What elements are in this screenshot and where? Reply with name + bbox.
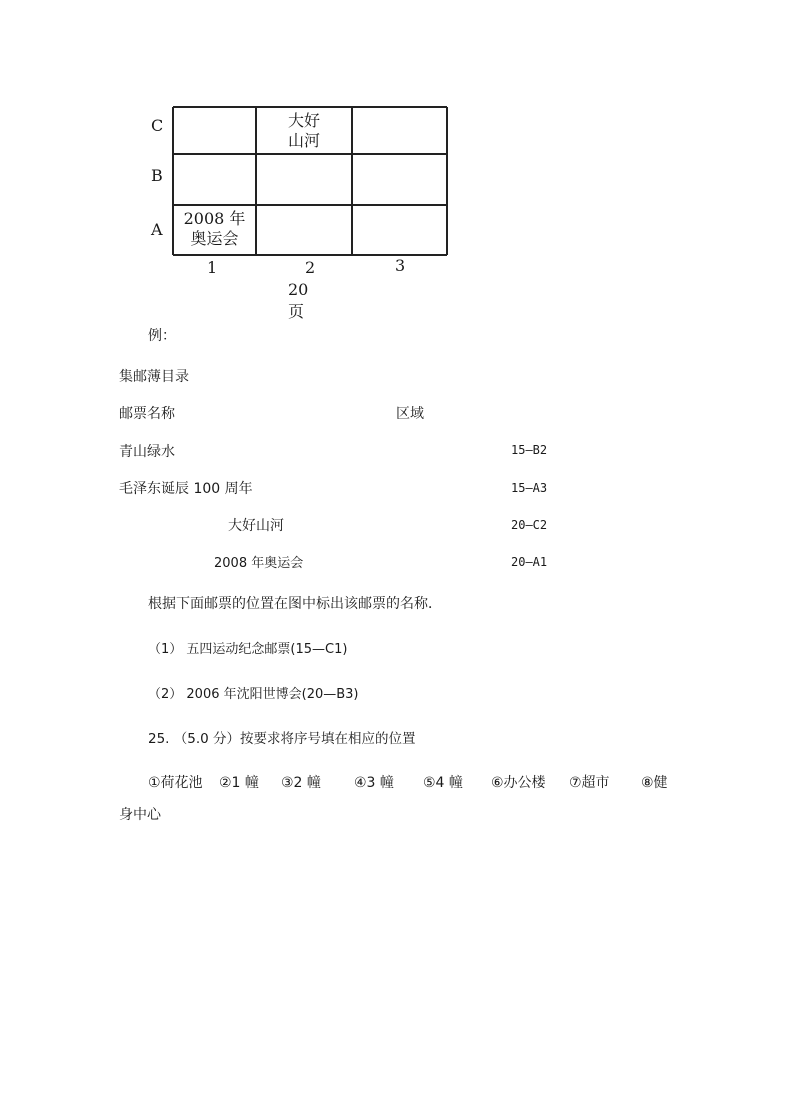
- cell-a1-line1: 2008 年: [183, 209, 246, 228]
- col-label-2: 2: [305, 258, 316, 277]
- option-item: ⑤4 幢: [423, 775, 463, 791]
- option-continuation: 身中心: [119, 807, 161, 823]
- cell-c2-text: [256, 111, 352, 151]
- question-25-heading: 25. （5.0 分）按要求将序号填在相应的位置: [148, 731, 416, 747]
- catalog-row-name: 大好山河: [228, 518, 284, 534]
- cell-a1-text: [173, 209, 256, 249]
- task-item-2: （2） 2006 年沈阳世博会(20—B3): [148, 687, 359, 702]
- option-item: ⑥办公楼: [491, 775, 546, 791]
- catalog-row-name: 毛泽东诞辰 100 周年: [119, 481, 253, 497]
- option-item: ③2 幢: [281, 775, 321, 791]
- catalog-row-area: 20—C2: [511, 518, 548, 532]
- example-label: 例：: [148, 328, 176, 344]
- row-label-c: C: [151, 116, 164, 135]
- cell-c2-line1: 大好: [287, 111, 320, 130]
- cell-a1-line2: 奥运会: [190, 229, 239, 248]
- catalog-row-area: 15—B2: [511, 443, 548, 457]
- task-item-1: （1） 五四运动纪念邮票(15—C1): [148, 642, 348, 657]
- option-item: ⑧健: [641, 775, 668, 791]
- option-item: ④3 幢: [354, 775, 394, 791]
- row-label-b: B: [151, 166, 163, 185]
- catalog-header-name: 邮票名称: [119, 406, 175, 422]
- row-label-a: A: [151, 220, 163, 239]
- page-label: 20 页: [288, 280, 309, 321]
- catalog-row-name: 2008 年奥运会: [214, 556, 304, 571]
- catalog-row-area: 15—A3: [511, 481, 548, 495]
- option-item: ①荷花池: [148, 775, 203, 791]
- cell-c2-line2: 山河: [287, 131, 320, 150]
- col-label-3: 3: [395, 256, 406, 275]
- instruction-text: 根据下面邮票的位置在图中标出该邮票的名称．: [148, 596, 442, 612]
- option-item: ⑦超市: [569, 775, 610, 791]
- catalog-header-area: 区域: [396, 406, 424, 422]
- catalog-title: 集邮薄目录: [119, 369, 189, 385]
- option-item: ②1 幢: [219, 775, 259, 791]
- catalog-row-area: 20—A1: [511, 555, 548, 569]
- col-label-1: 1: [207, 258, 218, 277]
- catalog-row-name: 青山绿水: [119, 444, 175, 460]
